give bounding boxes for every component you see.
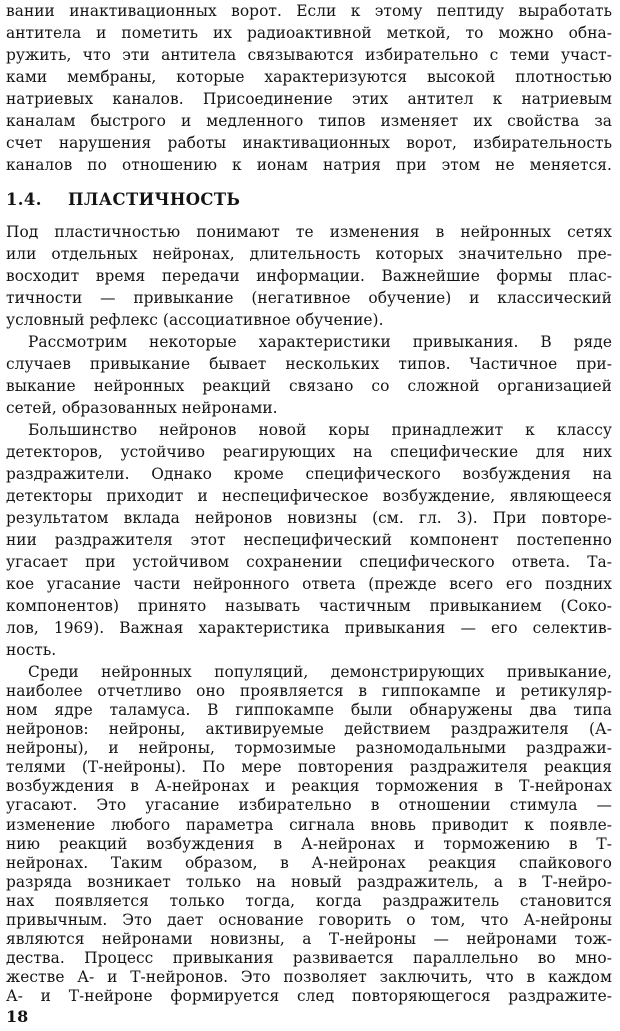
text-line: привычным. Это дает основание говорить о том, что А-нейроны bbox=[6, 910, 612, 929]
section-title: ПЛАСТИЧНОСТЬ bbox=[68, 190, 241, 209]
text-line: раздражители. Однако кроме специфического возбуждения на bbox=[6, 465, 612, 483]
section-number: 1.4. bbox=[6, 190, 42, 209]
text-line: А- и Т-нейроне формируется след повторяющегося раздражите- bbox=[6, 987, 612, 1005]
text-line: кое угасание части нейронного ответа (прежде всего его поздних bbox=[6, 575, 612, 593]
text-line: результатом вклада нейронов новизны (см. гл. 3). При повторе- bbox=[6, 509, 612, 527]
text-line: антитела и пометить их радиоактивной меткой, то можно обна- bbox=[6, 24, 612, 42]
text-line: вании инактивационных ворот. Если к этому пептиду выработать bbox=[6, 2, 612, 20]
section-heading bbox=[6, 186, 240, 214]
text-line: нейронах. Таким образом, в А-нейронах реакция спайкового bbox=[6, 853, 612, 872]
text-line: Рассмотрим некоторые характеристики привыкания. В ряде bbox=[28, 333, 612, 351]
text-line: случаев привыкание бывает нескольких типов. Частичное при- bbox=[6, 355, 612, 373]
text-line: Под пластичностью понимают те изменения в нейронных сетях bbox=[6, 223, 612, 241]
text-line: угасают. Это угасание избирательно в отношении стимула — bbox=[6, 796, 612, 815]
text-line: ность. bbox=[6, 641, 57, 659]
text-line: восходит время передачи информации. Важнейшие формы плас- bbox=[6, 267, 612, 285]
text-line: нию реакций возбуждения в А-нейронах и торможению в Т- bbox=[6, 834, 612, 853]
text-line: сетей, образованных нейронами. bbox=[6, 399, 278, 417]
text-line: Среди нейронных популяций, демонстрирующих привыкание, bbox=[28, 663, 612, 681]
text-line: разряда возникает только на новый раздражитель, а в Т-нейро- bbox=[6, 872, 612, 891]
text-line: телями (Т-нейроны). По мере повторения раздражителя реакция bbox=[6, 758, 612, 777]
text-line: дества. Процесс привыкания развивается параллельно во мно- bbox=[6, 948, 612, 967]
text-line: счет нарушения работы инактивационных ворот, избирательность bbox=[6, 134, 612, 152]
text-line: детекторов, устойчиво реагирующих на специфические для них bbox=[6, 443, 612, 461]
text-line: компонентов) принято называть частичным привыканием (Соко- bbox=[6, 597, 612, 615]
text-line: нах появляется только тогда, когда раздражитель становится bbox=[6, 891, 612, 910]
text-line: изменение любого параметра сигнала вновь приводит к появле- bbox=[6, 815, 612, 834]
text-line: Большинство нейронов новой коры принадлежит к классу bbox=[28, 421, 612, 439]
text-line: возбуждения в А-нейронах и реакция торможения в Т-нейронах bbox=[6, 777, 612, 796]
text-line: детекторы приходит и неспецифическое возбуждение, являющееся bbox=[6, 487, 612, 505]
text-line: лов, 1969). Важная характеристика привыкания — его селектив- bbox=[6, 619, 612, 637]
text-line: нейроны), и нейроны, тормозимые разномодальными раздражи- bbox=[6, 739, 612, 758]
book-page bbox=[6, 0, 612, 1031]
text-line: нии раздражителя этот неспецифический компонент постепенно bbox=[6, 531, 612, 549]
text-line: угасает при устойчивом сохранении специфического ответа. Та- bbox=[6, 553, 612, 571]
text-line: условный рефлекс (ассоциативное обучение). bbox=[6, 311, 384, 329]
text-line: ружить, что эти антитела связываются избирательно с теми участ- bbox=[6, 46, 612, 64]
text-line: являются нейронами новизны, а Т-нейроны — нейронами тож- bbox=[6, 929, 612, 948]
text-line: жестве А- и Т-нейронов. Это позволяет заключить, что в каждом bbox=[6, 967, 612, 986]
text-line: ками мембраны, которые характеризуются высокой плотностью bbox=[6, 68, 612, 86]
text-line: ном ядре таламуса. В гиппокампе были обнаружены два типа bbox=[6, 701, 612, 720]
text-line: выкание нейронных реакций связано со сложной организацией bbox=[6, 377, 612, 395]
text-line: наиболее отчетливо оно проявляется в гиппокампе и ретикуляр- bbox=[6, 682, 612, 701]
text-line: натриевых каналов. Присоединение этих антител к натриевым bbox=[6, 90, 612, 108]
text-line: тичности — привыкание (негативное обучение) и классический bbox=[6, 289, 612, 307]
text-line: каналам быстрого и медленного типов изменяет их свойства за bbox=[6, 112, 612, 130]
page-number: 18 bbox=[6, 1007, 29, 1026]
text-line: каналов по отношению к ионам натрия при этом не меняется. bbox=[6, 156, 612, 174]
text-line: или отдельных нейронах, длительность которых значительно пре- bbox=[6, 245, 612, 263]
text-line: нейронов: нейроны, активируемые действием раздражителя (А- bbox=[6, 720, 612, 739]
